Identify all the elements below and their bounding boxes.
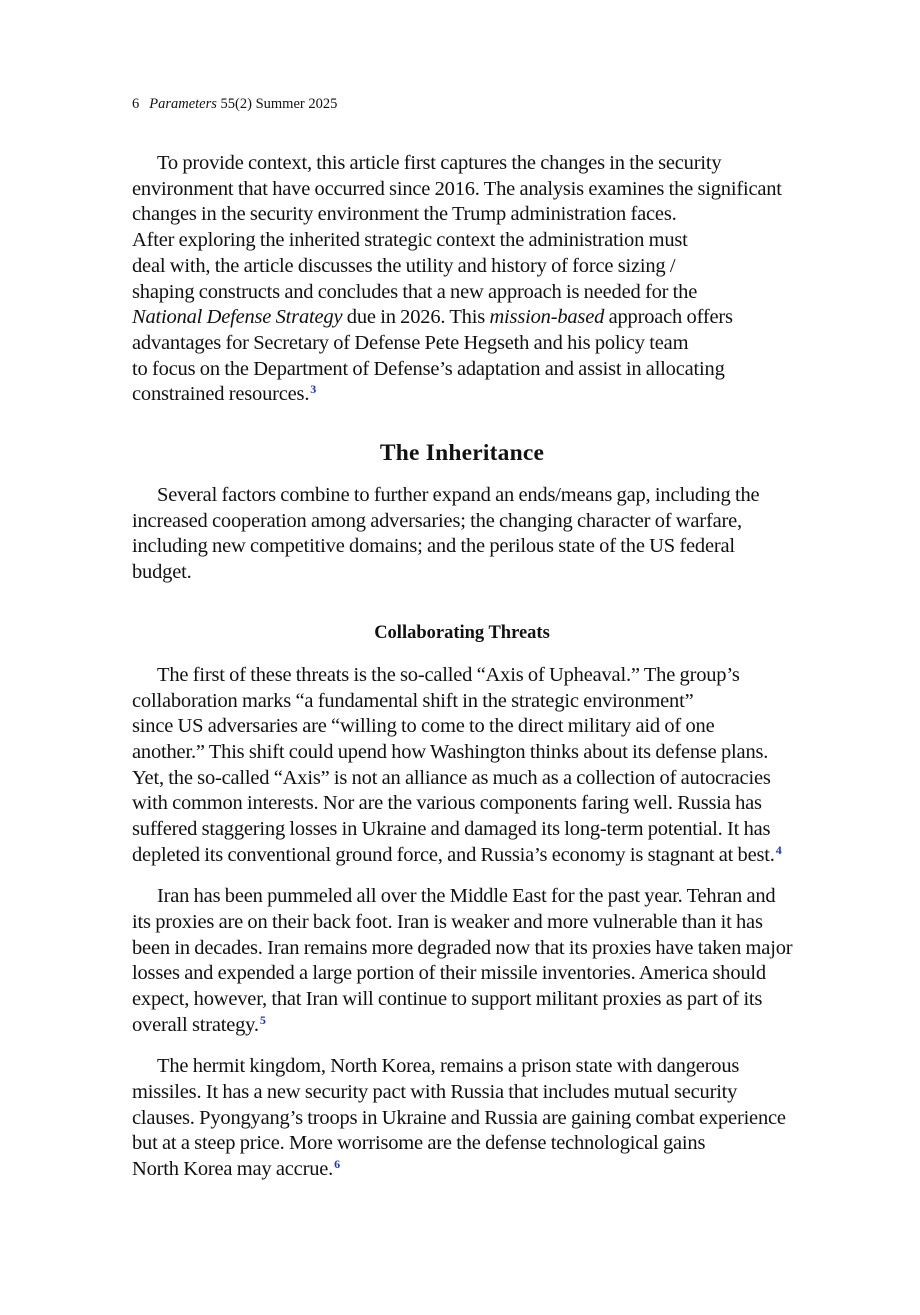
text-line: The hermit kingdom, North Korea, remains a prison state with dangerous [157, 1055, 740, 1078]
text-line: been in decades. Iran remains more degraded now that its proxies have taken major [132, 936, 793, 959]
threats-paragraph-1 [132, 663, 792, 869]
text-line: expect, however, that Iran will continue to support militant proxies as part of its [132, 988, 763, 1011]
threats-paragraph-3 [132, 1054, 792, 1183]
text-line: environment that have occurred since 2016. The analysis examines the significant [132, 177, 782, 200]
text-line: Iran has been pummeled all over the Middle East for the past year. Tehran and [157, 885, 776, 908]
text-fragment: North Korea may accrue. [132, 1158, 334, 1181]
page-number: 6 [132, 96, 140, 112]
text-line: The first of these threats is the so-called “Axis of Upheaval.” The group’s [157, 663, 740, 686]
running-head [132, 95, 337, 113]
text-line: since US adversaries are “willing to come to the direct military aid of one [132, 715, 715, 738]
section-heading: The Inheritance [379, 440, 545, 467]
text-line: After exploring the inherited strategic context the administration must [132, 229, 688, 252]
article-body [132, 151, 792, 1183]
text-line [132, 1013, 792, 1039]
journal-title: Parameters [149, 96, 217, 112]
text-line: missiles. It has a new security pact with Russia that includes mutual security [132, 1080, 738, 1103]
journal-issue: 55(2) Summer 2025 [220, 96, 338, 112]
text-line: another.” This shift could upend how Washington thinks about its defense plans. [132, 740, 769, 763]
subsection-heading: Collaborating Threats [374, 622, 550, 643]
text-line: increased cooperation among adversaries; the changing character of warfare, [132, 509, 742, 532]
text-fragment: due in 2026. This [342, 306, 490, 329]
inheritance-paragraph [132, 483, 792, 586]
text-line: to focus on the Department of Defense’s adaptation and assist in allocating [132, 357, 725, 380]
threats-paragraph-2 [132, 884, 792, 1038]
text-line: including new competitive domains; and the perilous state of the US federal [132, 535, 735, 558]
text-line: Yet, the so-called “Axis” is not an alliance as much as a collection of autocracies [132, 766, 771, 789]
intro-paragraph [132, 151, 792, 408]
text-line: shaping constructs and concludes that a new approach is needed for the [132, 280, 698, 303]
text-line: Several factors combine to further expand an ends/means gap, including the [157, 484, 760, 507]
text-fragment: depleted its conventional ground force, and Russia’s economy is stagnant at best. [132, 843, 775, 866]
text-line: deal with, the article discusses the utility and history of force sizing / [132, 254, 676, 277]
footnote-link-3[interactable]: 3 [310, 382, 317, 397]
text-line [132, 382, 792, 408]
text-fragment: approach offers [604, 306, 733, 329]
text-line: advantages for Secretary of Defense Pete Hegseth and his policy team [132, 331, 689, 354]
text-line: budget. [132, 561, 192, 584]
text-fragment: constrained resources. [132, 383, 310, 406]
footnote-link-5[interactable]: 5 [259, 1012, 266, 1027]
text-line: but at a steep price. More worrisome are the defense technological gains [132, 1132, 706, 1155]
text-line [132, 305, 792, 331]
text-fragment: overall strategy. [132, 1013, 259, 1036]
text-line: suffered staggering losses in Ukraine and damaged its long-term potential. It has [132, 818, 771, 841]
text-line [132, 1157, 792, 1183]
text-line: clauses. Pyongyang’s troops in Ukraine and Russia are gaining combat experience [132, 1106, 786, 1129]
text-line: To provide context, this article first captures the changes in the security [157, 152, 722, 174]
text-line: changes in the security environment the Trump administration faces. [132, 203, 677, 226]
text-line: collaboration marks “a fundamental shift in the strategic environment” [132, 689, 694, 712]
text-line: losses and expended a large portion of their missile inventories. America should [132, 962, 766, 985]
footnote-link-4[interactable]: 4 [775, 842, 782, 857]
footnote-link-6[interactable]: 6 [334, 1157, 340, 1172]
italic-title: National Defense Strategy [132, 306, 343, 329]
text-line: with common interests. Nor are the various components faring well. Russia has [132, 792, 762, 815]
italic-term: mission-based [489, 306, 605, 329]
text-line: its proxies are on their back foot. Iran is weaker and more vulnerable than it has [132, 910, 763, 933]
text-line [132, 843, 792, 869]
